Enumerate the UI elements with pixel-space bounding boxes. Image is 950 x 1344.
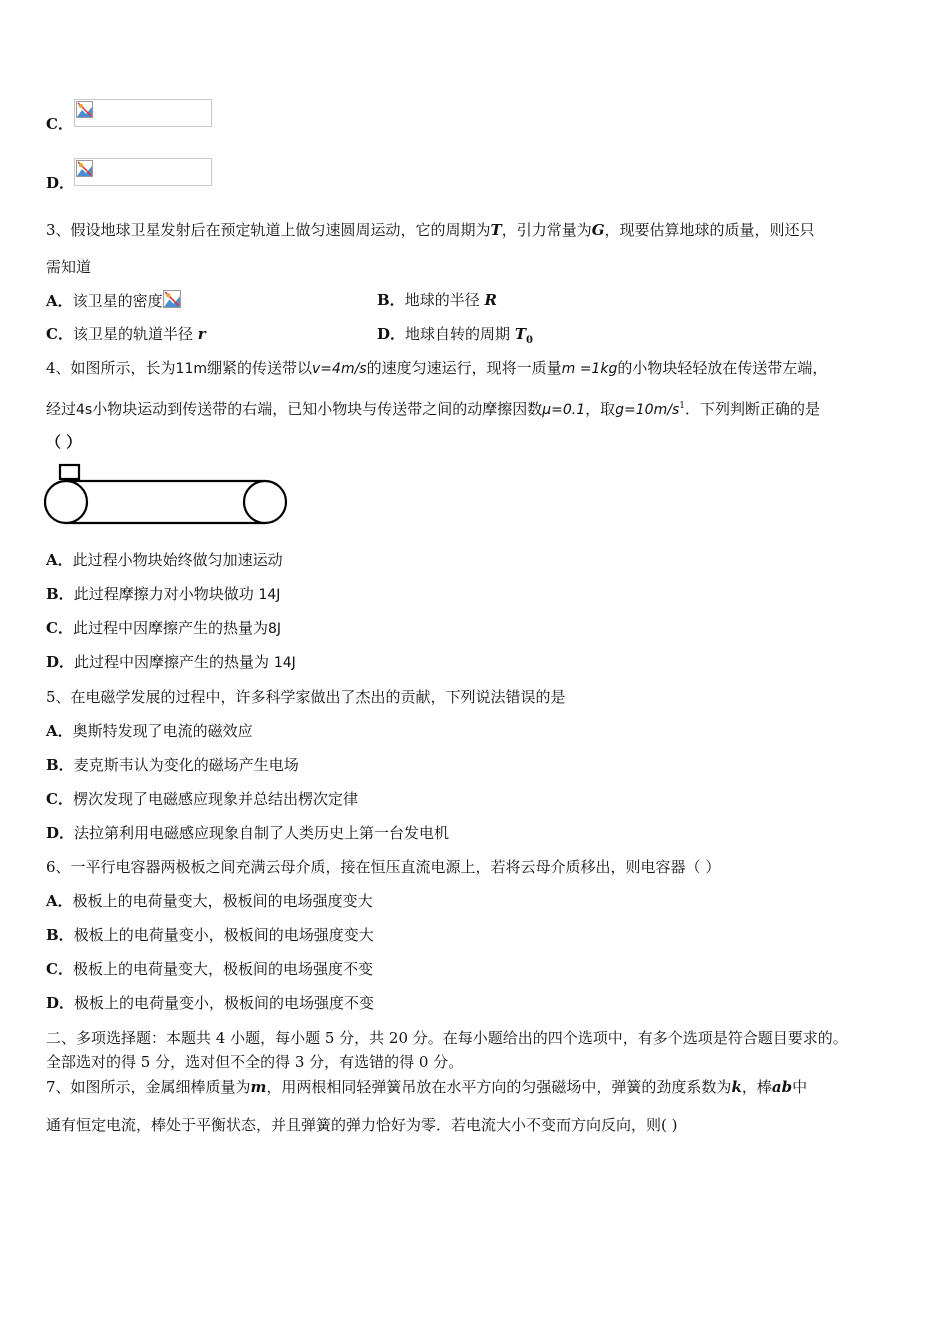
q5-option-d (46, 823, 449, 843)
q6-option-b (46, 925, 374, 945)
var-G: G (591, 221, 605, 239)
q4-value: m =1kg (561, 361, 618, 377)
q7-text: ，棒 (741, 1078, 772, 1096)
q7-text: 中 (792, 1078, 808, 1096)
q5-option-b (46, 755, 299, 775)
q3-text: ，引力常量为 (501, 221, 592, 239)
option-text: 楞次发现了电磁感应现象并总结出楞次定律 (72, 790, 358, 808)
option-label: D． (377, 325, 406, 343)
option-label: D． (46, 174, 75, 192)
option-label: C． (46, 325, 73, 343)
option-text: 麦克斯韦认为变化的磁场产生电场 (73, 756, 299, 774)
option-text: 此过程中因摩擦产生的热量为 (74, 653, 270, 671)
broken-image-icon (76, 160, 93, 177)
q6-option-c (46, 959, 373, 979)
var-ab: ab (771, 1078, 793, 1096)
q4-value: μ=0.1 (542, 402, 586, 418)
option-text: 地球自转的周期 (405, 325, 511, 343)
subscript: 0 (525, 335, 533, 346)
option-text: 极板上的电荷量变小，极板间的电场强度变大 (73, 926, 374, 944)
q3-text: 3、假设地球卫星发射后在预定轨道上做匀速圆周运动，它的周期为 (46, 221, 491, 239)
section2-heading-line2 (46, 1052, 463, 1072)
broken-image-icon (74, 158, 212, 186)
option-text: 地球的半径 (404, 291, 480, 309)
var-r: r (197, 325, 206, 343)
q3-stem-line1 (46, 220, 815, 240)
option-text: 法拉第利用电磁感应现象自制了人类历史上第一台发电机 (74, 824, 450, 842)
var-k: k (731, 1078, 742, 1096)
option-label: A． (46, 892, 73, 910)
option-label: D． (46, 994, 75, 1012)
q4-option-c (46, 618, 281, 639)
q4-value: 4s (76, 402, 93, 418)
option-label: A． (46, 292, 73, 310)
option-label: B． (377, 291, 405, 309)
option-value: 14J (258, 587, 281, 603)
option-label: D． (46, 653, 75, 671)
q7-text: ，用两根相同轻弹簧吊放在水平方向的匀强磁场中，弹簧的劲度系数为 (266, 1078, 732, 1096)
option-label: C． (46, 619, 73, 637)
section2-text: 全部选对的得 5 分，选对但不全的得 3 分，有选错的得 0 分。 (46, 1053, 464, 1071)
superscript: 1 (679, 401, 685, 411)
conveyor-belt-diagram (44, 462, 290, 528)
option-label: C． (46, 790, 73, 808)
option-label: D． (46, 824, 75, 842)
q4-stem-line2 (46, 396, 820, 420)
option-value: 8J (267, 621, 282, 637)
option-text: 此过程中因摩擦产生的热量为 (72, 619, 268, 637)
q4-text: 的小物块轻轻放在传送带左端， (617, 359, 828, 377)
q3-options-row1 (46, 290, 906, 311)
q4-option-d (46, 652, 296, 673)
answer-blank: （ ） (46, 433, 82, 451)
option-label: C． (46, 960, 73, 978)
q4-option-b (46, 584, 280, 605)
option-label: B． (46, 756, 74, 774)
q5-option-a (46, 721, 253, 741)
q4-text: 绷紧的传送带以 (207, 359, 313, 377)
q4-value: 11m (175, 361, 207, 377)
option-text: 极板上的电荷量变大，极板间的电场强度不变 (72, 960, 373, 978)
section2-heading-line1 (46, 1028, 848, 1048)
q4-option-a (46, 550, 283, 570)
block-icon (60, 465, 79, 479)
q4-text: ，取 (585, 400, 616, 418)
broken-image-icon (76, 101, 93, 118)
q3-option-d (377, 324, 533, 351)
section2-text: 二、多项选择题：本题共 4 小题，每小题 5 分，共 20 分。在每小题给出的四个选项中，有多个选项是符合题目要求的。 (46, 1029, 848, 1047)
q3-stem-line2 (46, 257, 91, 277)
option-label: C． (46, 115, 73, 133)
option-label: A． (46, 551, 73, 569)
option-text: 该卫星的密度 (72, 292, 163, 310)
q6-text: 6、一平行电容器两极板之间充满云母介质，接在恒压直流电源上，若将云母介质移出，则电容器（ ） (46, 858, 721, 876)
q5-text: 5、在电磁学发展的过程中，许多科学家做出了杰出的贡献，下列说法错误的是 (46, 688, 566, 706)
left-pulley-icon (45, 481, 87, 523)
q6-option-d (46, 993, 374, 1013)
option-text: 极板上的电荷量变大，极板间的电场强度变大 (72, 892, 373, 910)
q6-stem (46, 857, 720, 877)
broken-image-icon (163, 290, 181, 308)
var-R: R (484, 291, 497, 309)
q7-stem-line1 (46, 1077, 807, 1097)
q3-option-b (377, 290, 497, 310)
option-label: A． (46, 722, 73, 740)
q2-option-c (46, 114, 73, 134)
q4-value: g=10m/s (615, 402, 680, 418)
option-label: B． (46, 926, 74, 944)
option-text: 奥斯特发现了电流的磁效应 (72, 722, 253, 740)
q4-text: 小物块运动到传送带的右端，已知小物块与传送带之间的动摩擦因数 (92, 400, 543, 418)
q5-stem (46, 687, 566, 707)
q5-option-c (46, 789, 358, 809)
q3-text: ，现要估算地球的质量，则还只 (604, 221, 815, 239)
broken-image-icon (74, 99, 212, 127)
q4-text: ．下列判断正确的是 (684, 400, 820, 418)
right-pulley-icon (244, 481, 286, 523)
q6-option-a (46, 891, 373, 911)
broken-image-icon (163, 290, 181, 308)
q4-value: v=4m/s (312, 361, 367, 377)
option-value: 14J (273, 655, 296, 671)
option-text: 极板上的电荷量变小，极板间的电场强度不变 (74, 994, 375, 1012)
var-T0: T (514, 325, 526, 343)
q4-stem-line1 (46, 358, 827, 379)
q4-text: 经过 (46, 400, 77, 418)
q4-text: 的速度匀速运行，现将一质量 (366, 359, 562, 377)
option-text: 该卫星的轨道半径 (72, 325, 193, 343)
var-m: m (250, 1078, 267, 1096)
option-text: 此过程小物块始终做匀加速运动 (72, 551, 283, 569)
var-T: T (490, 221, 502, 239)
q7-stem-line2 (46, 1115, 677, 1135)
q2-option-d (46, 173, 74, 193)
option-text: 此过程摩擦力对小物块做功 (73, 585, 254, 603)
q3-text: 需知道 (46, 258, 92, 276)
q3-options-row2 (46, 324, 906, 344)
q4-text: 4、如图所示，长为 (46, 359, 176, 377)
option-label: B． (46, 585, 74, 603)
q7-text: 通有恒定电流，棒处于平衡状态，并且弹簧的弹力恰好为零．若电流大小不变而方向反向，则( ) (46, 1116, 678, 1134)
q4-answer-paren (46, 432, 81, 452)
q7-text: 7、如图所示，金属细棒质量为 (46, 1078, 251, 1096)
